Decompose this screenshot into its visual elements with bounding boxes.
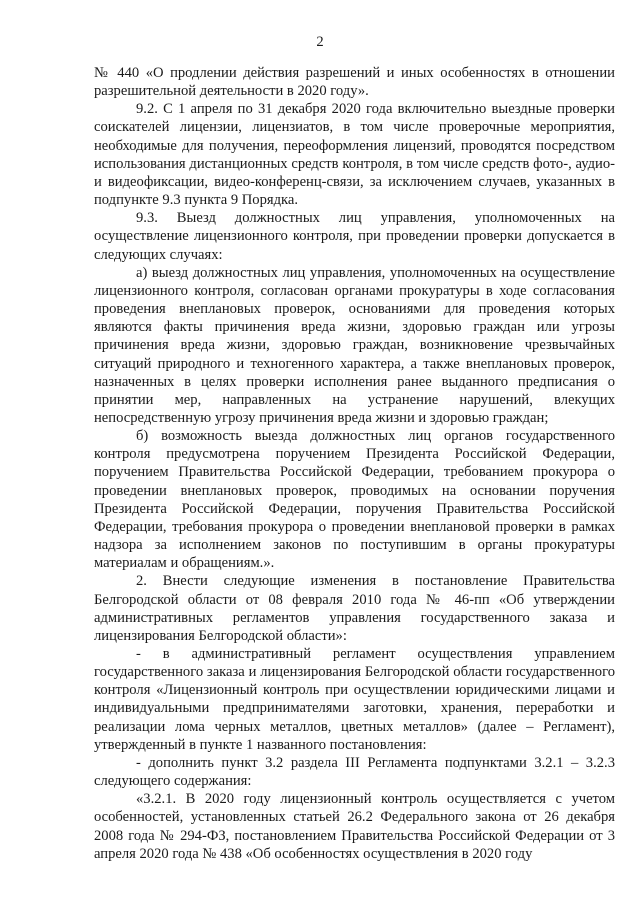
paragraph-9-3-a: а) выезд должностных лиц управления, уполномоченных на осуществление лицензионного контроля, согласован органами прокуратуры в ходе согласования проведения внеплановых проверок, основаниями для проведения которых являются факты причинения вреда жизни, здоровью граждан или угрозы причинения вреда жизни, здоровью граждан, возникновение чрезвычайных ситуаций природного и техногенного характера, а также внеплановых проверок, назначенных в целях проверки исполнения ранее выданного предписания о принятии мер, направленных на устранение нарушений, влекущих непосредственную угрозу причинения вреда жизни и здоровью граждан; — [94, 264, 615, 426]
paragraph-9-3-b: б) возможность выезда должностных лиц органов государственного контроля предусмотрена поручением Президента Российской Федерации, поручением Правительства Российской Федерации, требованием прокурора о проведении внеплановых проверок, проводимых на основании поручения Президента Российской Федерации, поручения Правительства Российской Федерации, требования прокурора о проведении внеплановой проверки в рамках надзора за исполнением законов по поступившим в органы прокуратуры материалам и обращениям.». — [94, 428, 615, 572]
paragraph-supplement-3-2: - дополнить пункт 3.2 раздела III Регламента подпунктами 3.2.1 – 3.2.3 следующего содержания: — [94, 754, 615, 790]
paragraph-continuation: № 440 «О продлении действия разрешений и иных особенностях в отношении разрешительной деятельности в 2020 году». — [94, 65, 615, 100]
paragraph-9-3: 9.3. Выезд должностных лиц управления, уполномоченных на осуществление лицензионного контроля, при проведении проверки допускается в следующих случаях: — [94, 210, 615, 263]
paragraph-2: 2. Внести следующие изменения в постановление Правительства Белгородской области от 08 февраля 2010 года № 46-пп «Об утверждении административных регламентов управления государственного заказа и лицензирования Белгородской области»: — [94, 573, 615, 644]
document-body — [94, 64, 615, 863]
paragraph-3-2-1: «3.2.1. В 2020 году лицензионный контроль осуществляется с учетом особенностей, установленных статьей 26.2 Федерального закона от 26 декабря 2008 года № 294-ФЗ, постановлением Правительства Российской Федерации от 3 апреля 2020 года № 438 «Об особенностях осуществления в 2020 году — [94, 791, 615, 862]
paragraph-regulation-amendment: - в административный регламент осуществления управлением государственного заказа и лицензирования Белгородской области государственного контроля «Лицензионный контроль при осуществлении юридическими лицами и индивидуальными предпринимателями заготовки, хранения, переработки и реализации лома черных металлов, цветных металлов» (далее – Регламент), утвержденный в пункте 1 названного постановления: — [94, 646, 615, 753]
page-number: 2 — [316, 34, 324, 50]
paragraph-9-2: 9.2. С 1 апреля по 31 декабря 2020 года включительно выездные проверки соискателей лицензии, лицензиатов, в том числе проверочные мероприятия, необходимые для получения, переоформления лицензий, проводятся посредством использования дистанционных средств контроля, в том числе средств фото-, аудио- и видеофиксации, видео-конференц-связи, за исключением случаев, указанных в подпункте 9.3 пункта 9 Порядка. — [94, 101, 615, 209]
